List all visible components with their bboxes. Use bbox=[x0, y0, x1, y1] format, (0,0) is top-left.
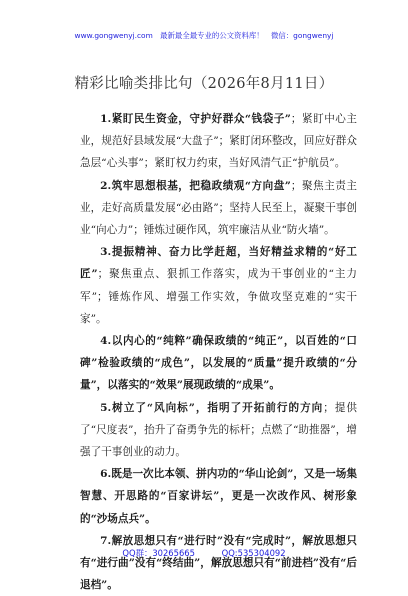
paragraph-rest: ；聚焦重点、狠抓工作落实，成为干事创业的“主力军”；锤炼作风、增强工作实效，争做攻坚克难的“实干家”。 bbox=[80, 268, 357, 325]
paragraph-lead: 1.紧盯民生资金，守护好群众“钱袋子” bbox=[100, 113, 291, 125]
paragraph-2 bbox=[80, 175, 357, 242]
paragraph-lead: 4.以内心的“纯粹”确保政绩的“纯正”，以百姓的“口碑”检验政绩的“成色”，以发展的“质量”提升政绩的“分量”，以落实的“效果”展现政绩的“成果”。 bbox=[80, 335, 357, 392]
paragraph-lead: 2.筑牢思想根基，把稳政绩观“方向盘” bbox=[100, 179, 291, 192]
paragraph-6 bbox=[80, 463, 357, 530]
qq-number: QQ:535304092 bbox=[221, 548, 286, 558]
wechat-id: 微信：gongwenyj bbox=[270, 31, 334, 40]
site-slogan: 最新最全最专业的公文资料库！ bbox=[160, 31, 264, 40]
paragraph-5 bbox=[80, 397, 357, 464]
site-url[interactable]: www.gongwenyj.com bbox=[74, 31, 153, 40]
paragraph-rest: ；提供了“尺度表”，抬升了奋勇争先的标杆；点燃了“助推器”，增强了干事创业的动力。 bbox=[80, 401, 358, 459]
paragraph-3 bbox=[80, 241, 357, 330]
paragraph-lead: 5.树立了“风向标”，指明了开拓前行的方向 bbox=[100, 401, 324, 414]
page-header bbox=[0, 30, 408, 41]
paragraph-rest: ；聚焦主责主业，走好高质量发展“必由路”；坚持人民至上，凝聚干事创业“向心力”；锤炼过硬作风，筑牢廉洁从业“防火墙”。 bbox=[80, 179, 358, 237]
paragraph-lead: 6.既是一次比本领、拼内功的“华山论剑”，又是一场集智慧、开思路的“百家讲坛”，更是一次改作风、树形象的“沙场点兵”。 bbox=[80, 468, 357, 525]
paragraph-lead: 7.解放思想只有“进行时”没有“完成时”，解放思想只有“进行曲”没有“终结曲”，解放思想只有“前进档”没有“后退档”。 bbox=[80, 534, 357, 592]
paragraph-1 bbox=[80, 108, 357, 175]
paragraph-7 bbox=[80, 530, 357, 596]
document-body bbox=[80, 108, 357, 596]
paragraph-rest: ；紧盯中心主业，规范好县域发展“大盘子”；紧盯闭环整改，回应好群众急层“心头事”；紧盯权力约束，当好风清气正“护航员”。 bbox=[80, 113, 358, 170]
page-footer bbox=[0, 547, 408, 559]
paragraph-lead: 3.提振精神、奋力比学赶超，当好精益求精的“好工匠” bbox=[80, 246, 357, 281]
document-title: 精彩比喻类排比句（2026年8月11日） bbox=[74, 76, 334, 92]
qq-group: QQ群：30265665 bbox=[122, 548, 195, 558]
paragraph-4 bbox=[80, 330, 357, 397]
